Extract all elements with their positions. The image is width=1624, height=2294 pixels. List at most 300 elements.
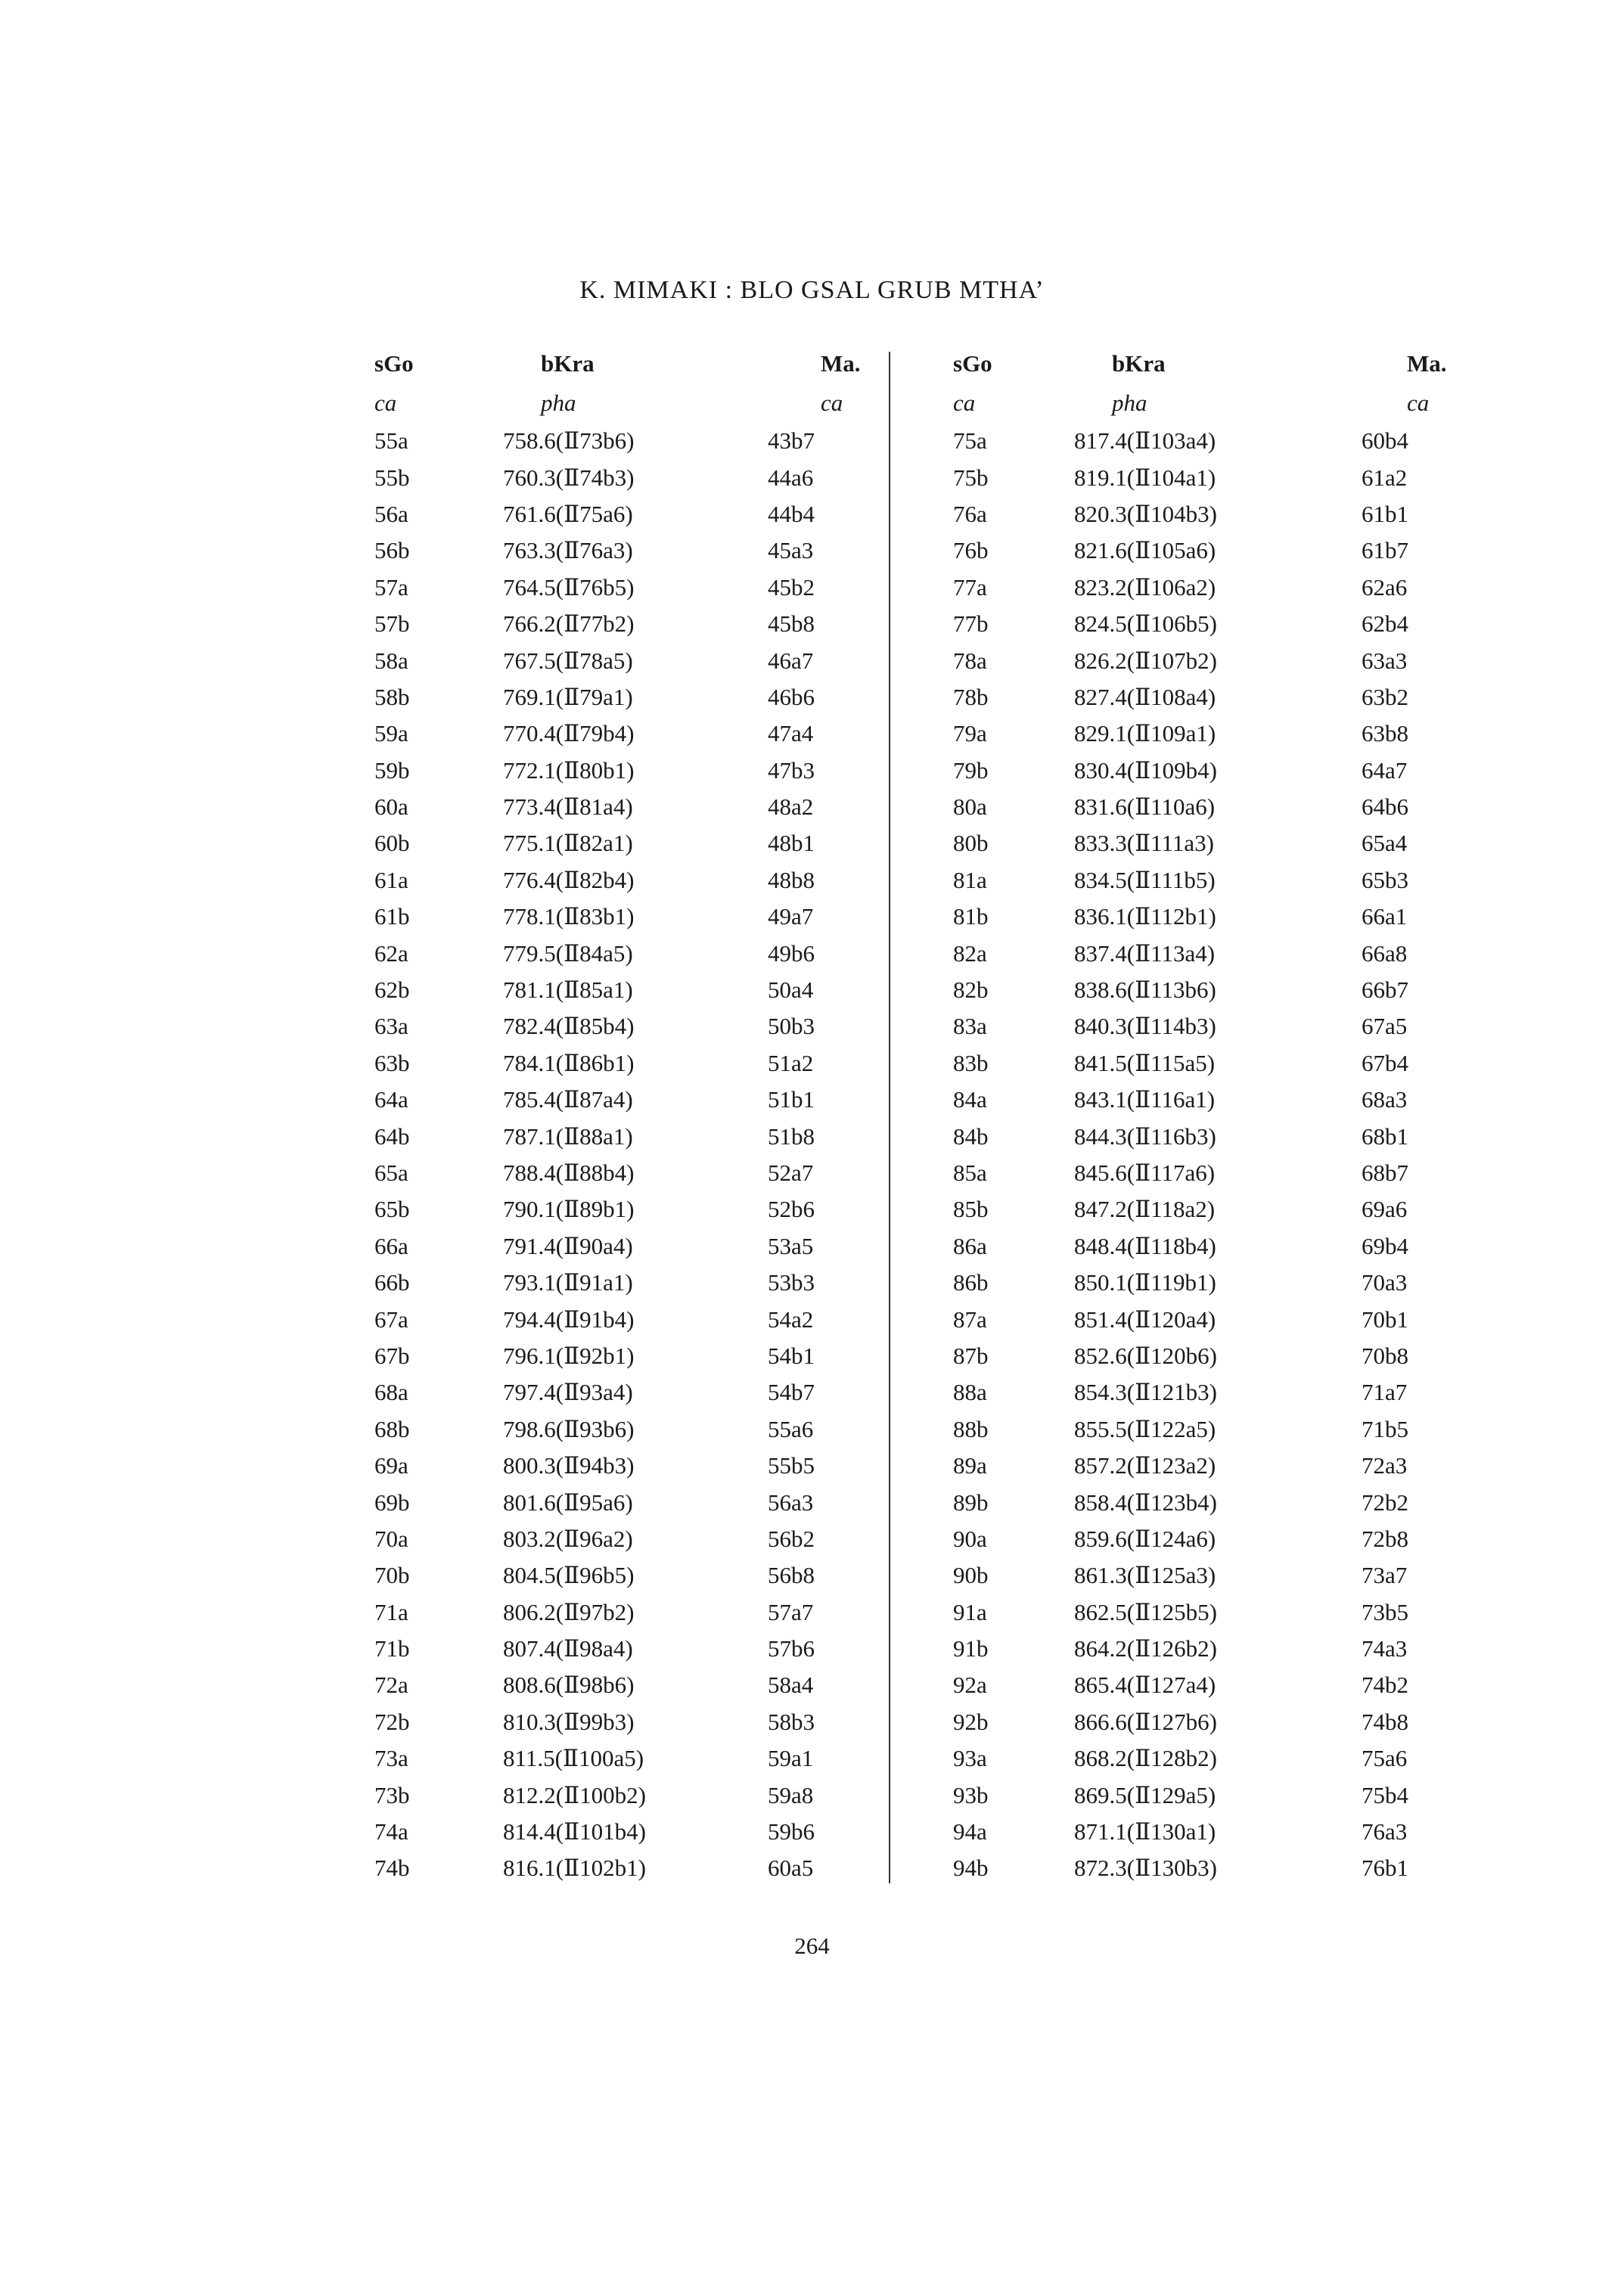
table-row bbox=[949, 1411, 1513, 1448]
ma-cell: 51b1 bbox=[768, 1086, 815, 1113]
subheader-ma: ca bbox=[1407, 390, 1430, 416]
table-row bbox=[371, 1448, 927, 1484]
sgo-cell: 57b bbox=[374, 610, 410, 638]
ma-cell: 57a7 bbox=[768, 1598, 814, 1625]
sgo-cell: 61b bbox=[374, 903, 410, 930]
table-row bbox=[949, 1191, 1513, 1228]
bkra-cell: 855.5(Ⅱ122a5) bbox=[1074, 1415, 1216, 1442]
sgo-cell: 70a bbox=[374, 1525, 408, 1552]
ma-cell: 60b4 bbox=[1362, 427, 1408, 455]
table-row bbox=[371, 1374, 927, 1411]
sgo-cell: 75a bbox=[953, 427, 987, 455]
sgo-cell: 84b bbox=[953, 1122, 989, 1150]
ma-cell: 75a6 bbox=[1362, 1745, 1408, 1772]
sgo-cell: 59b bbox=[374, 756, 410, 784]
bkra-cell: 852.6(Ⅱ120b6) bbox=[1074, 1342, 1217, 1369]
sgo-cell: 73b bbox=[374, 1781, 410, 1808]
ma-cell: 73a7 bbox=[1362, 1562, 1408, 1589]
table-row bbox=[371, 825, 927, 861]
ma-cell: 58a4 bbox=[768, 1672, 814, 1699]
bkra-cell: 793.1(Ⅱ91a1) bbox=[503, 1269, 633, 1296]
table-row bbox=[949, 789, 1513, 825]
sgo-cell: 87a bbox=[953, 1305, 987, 1333]
bkra-cell: 770.4(Ⅱ79b4) bbox=[503, 720, 635, 747]
ma-cell: 52a7 bbox=[768, 1159, 814, 1186]
bkra-cell: 826.2(Ⅱ107b2) bbox=[1074, 647, 1217, 674]
bkra-cell: 779.5(Ⅱ84a5) bbox=[503, 939, 633, 967]
table-row bbox=[371, 1082, 927, 1118]
ma-cell: 70a3 bbox=[1362, 1269, 1408, 1296]
table-row bbox=[949, 1521, 1513, 1557]
sgo-cell: 92a bbox=[953, 1672, 987, 1699]
sgo-cell: 71a bbox=[374, 1598, 408, 1625]
sgo-cell: 93b bbox=[953, 1781, 989, 1808]
bkra-cell: 838.6(Ⅱ113b6) bbox=[1074, 976, 1216, 1004]
ma-cell: 47a4 bbox=[768, 720, 814, 747]
bkra-cell: 821.6(Ⅱ105a6) bbox=[1074, 537, 1216, 564]
table-row bbox=[949, 825, 1513, 861]
sgo-cell: 68b bbox=[374, 1415, 410, 1442]
bkra-cell: 848.4(Ⅱ118b4) bbox=[1074, 1232, 1216, 1259]
sgo-cell: 84a bbox=[953, 1086, 987, 1113]
table-row bbox=[371, 972, 927, 1008]
ma-cell: 46b6 bbox=[768, 683, 815, 710]
sgo-cell: 76a bbox=[953, 500, 987, 527]
table-row bbox=[371, 1191, 927, 1228]
sgo-cell: 80a bbox=[953, 793, 987, 821]
bkra-cell: 812.2(Ⅱ100b2) bbox=[503, 1781, 646, 1808]
ma-cell: 45b2 bbox=[768, 573, 815, 601]
ma-cell: 68a3 bbox=[1362, 1086, 1408, 1113]
sgo-cell: 81b bbox=[953, 903, 989, 930]
table-row bbox=[949, 642, 1513, 678]
table-row bbox=[371, 1594, 927, 1631]
table-row bbox=[371, 1521, 927, 1557]
bkra-cell: 843.1(Ⅱ116a1) bbox=[1074, 1086, 1216, 1113]
table-row bbox=[949, 1374, 1513, 1411]
table-row bbox=[371, 1265, 927, 1301]
ma-cell: 69a6 bbox=[1362, 1196, 1408, 1223]
ma-cell: 71b5 bbox=[1362, 1415, 1408, 1442]
ma-cell: 70b1 bbox=[1362, 1305, 1408, 1333]
sgo-cell: 73a bbox=[374, 1745, 408, 1772]
bkra-cell: 804.5(Ⅱ96b5) bbox=[503, 1562, 635, 1589]
ma-cell: 52b6 bbox=[768, 1196, 815, 1223]
bkra-cell: 845.6(Ⅱ117a6) bbox=[1074, 1159, 1216, 1186]
sgo-cell: 67a bbox=[374, 1305, 408, 1333]
sgo-cell: 55a bbox=[374, 427, 408, 455]
ma-cell: 68b1 bbox=[1362, 1122, 1408, 1150]
bkra-cell: 763.3(Ⅱ76a3) bbox=[503, 537, 633, 564]
table-row bbox=[949, 1631, 1513, 1667]
header-bkra: bKra bbox=[541, 350, 595, 377]
table-row bbox=[371, 642, 927, 678]
bkra-cell: 797.4(Ⅱ93a4) bbox=[503, 1379, 633, 1406]
table-row bbox=[949, 1338, 1513, 1374]
sgo-cell: 70b bbox=[374, 1562, 410, 1589]
bkra-cell: 827.4(Ⅱ108a4) bbox=[1074, 683, 1216, 710]
ma-cell: 74b2 bbox=[1362, 1672, 1408, 1699]
ma-cell: 53a5 bbox=[768, 1232, 814, 1259]
sgo-cell: 94b bbox=[953, 1855, 989, 1882]
ma-cell: 45b8 bbox=[768, 610, 815, 638]
ma-cell: 63b8 bbox=[1362, 720, 1408, 747]
column-header-row bbox=[949, 344, 1513, 383]
bkra-cell: 807.4(Ⅱ98a4) bbox=[503, 1635, 633, 1662]
bkra-cell: 810.3(Ⅱ99b3) bbox=[503, 1708, 635, 1735]
bkra-cell: 785.4(Ⅱ87a4) bbox=[503, 1086, 633, 1113]
bkra-cell: 760.3(Ⅱ74b3) bbox=[503, 464, 635, 491]
bkra-cell: 823.2(Ⅱ106a2) bbox=[1074, 573, 1216, 601]
sgo-cell: 94a bbox=[953, 1818, 987, 1845]
sgo-cell: 80b bbox=[953, 830, 989, 857]
bkra-cell: 769.1(Ⅱ79a1) bbox=[503, 683, 633, 710]
sgo-cell: 69b bbox=[374, 1488, 410, 1516]
header-sgo: sGo bbox=[953, 350, 992, 377]
table-row bbox=[949, 1448, 1513, 1484]
sgo-cell: 87b bbox=[953, 1342, 989, 1369]
ma-cell: 56b2 bbox=[768, 1525, 815, 1552]
bkra-cell: 796.1(Ⅱ92b1) bbox=[503, 1342, 635, 1369]
column-divider bbox=[889, 352, 890, 1883]
ma-cell: 67b4 bbox=[1362, 1049, 1408, 1076]
ma-cell: 60a5 bbox=[768, 1855, 814, 1882]
bkra-cell: 864.2(Ⅱ126b2) bbox=[1074, 1635, 1217, 1662]
sgo-cell: 62b bbox=[374, 976, 410, 1004]
ma-cell: 49a7 bbox=[768, 903, 814, 930]
ma-cell: 51a2 bbox=[768, 1049, 814, 1076]
bkra-cell: 862.5(Ⅱ125b5) bbox=[1074, 1598, 1217, 1625]
table-row bbox=[949, 862, 1513, 899]
column-subheader-row bbox=[371, 383, 927, 423]
table-row bbox=[371, 1704, 927, 1740]
sgo-cell: 63b bbox=[374, 1049, 410, 1076]
bkra-cell: 851.4(Ⅱ120a4) bbox=[1074, 1305, 1216, 1333]
bkra-cell: 869.5(Ⅱ129a5) bbox=[1074, 1781, 1216, 1808]
bkra-cell: 837.4(Ⅱ113a4) bbox=[1074, 939, 1216, 967]
ma-cell: 62b4 bbox=[1362, 610, 1408, 638]
bkra-cell: 834.5(Ⅱ111b5) bbox=[1074, 866, 1216, 893]
sgo-cell: 64b bbox=[374, 1122, 410, 1150]
sgo-cell: 59a bbox=[374, 720, 408, 747]
ma-cell: 72b8 bbox=[1362, 1525, 1408, 1552]
ma-cell: 72a3 bbox=[1362, 1452, 1408, 1479]
table-row bbox=[949, 1082, 1513, 1118]
table-row bbox=[371, 789, 927, 825]
table-row bbox=[371, 1850, 927, 1886]
table-row bbox=[949, 753, 1513, 789]
bkra-cell: 833.3(Ⅱ111a3) bbox=[1074, 830, 1214, 857]
sgo-cell: 76b bbox=[953, 537, 989, 564]
table-row bbox=[371, 1301, 927, 1337]
bkra-cell: 865.4(Ⅱ127a4) bbox=[1074, 1672, 1216, 1699]
sgo-cell: 71b bbox=[374, 1635, 410, 1662]
table-row bbox=[371, 1155, 927, 1191]
ma-cell: 67a5 bbox=[1362, 1013, 1408, 1040]
bkra-cell: 844.3(Ⅱ116b3) bbox=[1074, 1122, 1216, 1150]
subheader-ma: ca bbox=[821, 390, 843, 416]
bkra-cell: 761.6(Ⅱ75a6) bbox=[503, 500, 633, 527]
table-row bbox=[371, 1740, 927, 1777]
bkra-cell: 790.1(Ⅱ89b1) bbox=[503, 1196, 635, 1223]
ma-cell: 72b2 bbox=[1362, 1488, 1408, 1516]
bkra-cell: 841.5(Ⅱ115a5) bbox=[1074, 1049, 1216, 1076]
ma-cell: 55b5 bbox=[768, 1452, 815, 1479]
header-ma: Ma. bbox=[821, 350, 861, 377]
ma-cell: 53b3 bbox=[768, 1269, 815, 1296]
ma-cell: 54b1 bbox=[768, 1342, 815, 1369]
ma-cell: 65b3 bbox=[1362, 866, 1408, 893]
table-row bbox=[949, 1704, 1513, 1740]
sgo-cell: 66b bbox=[374, 1269, 410, 1296]
table-row bbox=[949, 1045, 1513, 1082]
sgo-cell: 78b bbox=[953, 683, 989, 710]
sgo-cell: 65a bbox=[374, 1159, 408, 1186]
table-row bbox=[949, 1155, 1513, 1191]
page-number: 264 bbox=[794, 1932, 830, 1959]
ma-cell: 49b6 bbox=[768, 939, 815, 967]
sgo-cell: 58a bbox=[374, 647, 408, 674]
table-row bbox=[949, 1667, 1513, 1703]
table-row bbox=[949, 679, 1513, 716]
ma-cell: 66a8 bbox=[1362, 939, 1408, 967]
table-row bbox=[371, 1557, 927, 1594]
ma-cell: 44a6 bbox=[768, 464, 814, 491]
bkra-cell: 872.3(Ⅱ130b3) bbox=[1074, 1855, 1217, 1882]
ma-cell: 76b1 bbox=[1362, 1855, 1408, 1882]
bkra-cell: 871.1(Ⅱ130a1) bbox=[1074, 1818, 1216, 1845]
sgo-cell: 66a bbox=[374, 1232, 408, 1259]
bkra-cell: 806.2(Ⅱ97b2) bbox=[503, 1598, 635, 1625]
ma-cell: 62a6 bbox=[1362, 573, 1408, 601]
table-row bbox=[371, 1228, 927, 1265]
table-row bbox=[949, 899, 1513, 935]
header-ma: Ma. bbox=[1407, 350, 1447, 377]
bkra-cell: 840.3(Ⅱ114b3) bbox=[1074, 1013, 1216, 1040]
sgo-cell: 90b bbox=[953, 1562, 989, 1589]
table-row bbox=[949, 423, 1513, 459]
table-row bbox=[949, 1265, 1513, 1301]
sgo-cell: 62a bbox=[374, 939, 408, 967]
table-row bbox=[949, 1118, 1513, 1154]
sgo-cell: 83a bbox=[953, 1013, 987, 1040]
table-row bbox=[371, 679, 927, 716]
bkra-cell: 758.6(Ⅱ73b6) bbox=[503, 427, 635, 455]
table-row bbox=[371, 532, 927, 569]
table-row bbox=[949, 1740, 1513, 1777]
bkra-cell: 764.5(Ⅱ76b5) bbox=[503, 573, 635, 601]
sgo-cell: 78a bbox=[953, 647, 987, 674]
sgo-cell: 93a bbox=[953, 1745, 987, 1772]
ma-cell: 74b8 bbox=[1362, 1708, 1408, 1735]
ma-cell: 63b2 bbox=[1362, 683, 1408, 710]
bkra-cell: 766.2(Ⅱ77b2) bbox=[503, 610, 635, 638]
sgo-cell: 89b bbox=[953, 1488, 989, 1516]
sgo-cell: 74b bbox=[374, 1855, 410, 1882]
bkra-cell: 836.1(Ⅱ112b1) bbox=[1074, 903, 1216, 930]
sgo-cell: 91a bbox=[953, 1598, 987, 1625]
bkra-cell: 831.6(Ⅱ110a6) bbox=[1074, 793, 1216, 821]
bkra-cell: 868.2(Ⅱ128b2) bbox=[1074, 1745, 1217, 1772]
ma-cell: 65a4 bbox=[1362, 830, 1408, 857]
sgo-cell: 82a bbox=[953, 939, 987, 967]
sgo-cell: 56a bbox=[374, 500, 408, 527]
table-row bbox=[371, 1008, 927, 1045]
table-left-half bbox=[371, 344, 927, 1887]
table-row bbox=[949, 1594, 1513, 1631]
table-body-right bbox=[949, 423, 1513, 1887]
table-row bbox=[949, 459, 1513, 495]
bkra-cell: 776.4(Ⅱ82b4) bbox=[503, 866, 635, 893]
ma-cell: 66b7 bbox=[1362, 976, 1408, 1004]
bkra-cell: 798.6(Ⅱ93b6) bbox=[503, 1415, 635, 1442]
ma-cell: 56b8 bbox=[768, 1562, 815, 1589]
ma-cell: 50b3 bbox=[768, 1013, 815, 1040]
bkra-cell: 794.4(Ⅱ91b4) bbox=[503, 1305, 635, 1333]
sgo-cell: 68a bbox=[374, 1379, 408, 1406]
ma-cell: 76a3 bbox=[1362, 1818, 1408, 1845]
table-row bbox=[371, 459, 927, 495]
ma-cell: 54a2 bbox=[768, 1305, 814, 1333]
sgo-cell: 85b bbox=[953, 1196, 989, 1223]
ma-cell: 45a3 bbox=[768, 537, 814, 564]
sgo-cell: 63a bbox=[374, 1013, 408, 1040]
table-row bbox=[371, 1484, 927, 1520]
sgo-cell: 65b bbox=[374, 1196, 410, 1223]
subheader-bkra: pha bbox=[1112, 390, 1147, 416]
ma-cell: 48b8 bbox=[768, 866, 815, 893]
ma-cell: 74a3 bbox=[1362, 1635, 1408, 1662]
bkra-cell: 773.4(Ⅱ81a4) bbox=[503, 793, 633, 821]
sgo-cell: 56b bbox=[374, 537, 410, 564]
subheader-bkra: pha bbox=[541, 390, 576, 416]
bkra-cell: 817.4(Ⅱ103a4) bbox=[1074, 427, 1216, 455]
sgo-cell: 85a bbox=[953, 1159, 987, 1186]
table-row bbox=[371, 423, 927, 459]
ma-cell: 59a1 bbox=[768, 1745, 814, 1772]
bkra-cell: 784.1(Ⅱ86b1) bbox=[503, 1049, 635, 1076]
ma-cell: 61b1 bbox=[1362, 500, 1408, 527]
sgo-cell: 58b bbox=[374, 683, 410, 710]
ma-cell: 75b4 bbox=[1362, 1781, 1408, 1808]
bkra-cell: 767.5(Ⅱ78a5) bbox=[503, 647, 633, 674]
ma-cell: 69b4 bbox=[1362, 1232, 1408, 1259]
bkra-cell: 820.3(Ⅱ104b3) bbox=[1074, 500, 1217, 527]
sgo-cell: 92b bbox=[953, 1708, 989, 1735]
sgo-cell: 72a bbox=[374, 1672, 408, 1699]
sgo-cell: 69a bbox=[374, 1452, 408, 1479]
bkra-cell: 816.1(Ⅱ102b1) bbox=[503, 1855, 646, 1882]
table-row bbox=[949, 935, 1513, 971]
table-row bbox=[949, 1850, 1513, 1886]
bkra-cell: 772.1(Ⅱ80b1) bbox=[503, 756, 635, 784]
table-row bbox=[949, 1777, 1513, 1813]
column-subheader-row bbox=[949, 383, 1513, 423]
bkra-cell: 775.1(Ⅱ82a1) bbox=[503, 830, 633, 857]
sgo-cell: 57a bbox=[374, 573, 408, 601]
ma-cell: 70b8 bbox=[1362, 1342, 1408, 1369]
table-row bbox=[371, 496, 927, 532]
bkra-cell: 847.2(Ⅱ118a2) bbox=[1074, 1196, 1216, 1223]
sgo-cell: 61a bbox=[374, 866, 408, 893]
bkra-cell: 791.4(Ⅱ90a4) bbox=[503, 1232, 633, 1259]
table-row bbox=[371, 1045, 927, 1082]
ma-cell: 68b7 bbox=[1362, 1159, 1408, 1186]
table-row bbox=[371, 716, 927, 752]
bkra-cell: 866.6(Ⅱ127b6) bbox=[1074, 1708, 1217, 1735]
table-row bbox=[371, 753, 927, 789]
sgo-cell: 75b bbox=[953, 464, 989, 491]
sgo-cell: 67b bbox=[374, 1342, 410, 1369]
sgo-cell: 77a bbox=[953, 573, 987, 601]
bkra-cell: 811.5(Ⅱ100a5) bbox=[503, 1745, 644, 1772]
ma-cell: 48b1 bbox=[768, 830, 815, 857]
bkra-cell: 830.4(Ⅱ109b4) bbox=[1074, 756, 1217, 784]
table-row bbox=[371, 1411, 927, 1448]
table-right-half bbox=[949, 344, 1513, 1887]
ma-cell: 43b7 bbox=[768, 427, 815, 455]
ma-cell: 50a4 bbox=[768, 976, 814, 1004]
table-body-left bbox=[371, 423, 927, 1887]
table-row bbox=[949, 1484, 1513, 1520]
ma-cell: 59b6 bbox=[768, 1818, 815, 1845]
sgo-cell: 60b bbox=[374, 830, 410, 857]
table-row bbox=[371, 1631, 927, 1667]
bkra-cell: 819.1(Ⅱ104a1) bbox=[1074, 464, 1216, 491]
ma-cell: 59a8 bbox=[768, 1781, 814, 1808]
ma-cell: 73b5 bbox=[1362, 1598, 1408, 1625]
ma-cell: 44b4 bbox=[768, 500, 815, 527]
ma-cell: 64a7 bbox=[1362, 756, 1408, 784]
table-row bbox=[371, 935, 927, 971]
table-row bbox=[371, 1777, 927, 1813]
sgo-cell: 60a bbox=[374, 793, 408, 821]
table-row bbox=[949, 496, 1513, 532]
sgo-cell: 79b bbox=[953, 756, 989, 784]
running-head: K. MIMAKI : BLO GSAL GRUB MTHA’ bbox=[579, 276, 1045, 304]
table-row bbox=[371, 862, 927, 899]
sgo-cell: 88b bbox=[953, 1415, 989, 1442]
sgo-cell: 81a bbox=[953, 866, 987, 893]
table-row bbox=[949, 1008, 1513, 1045]
ma-cell: 47b3 bbox=[768, 756, 815, 784]
table-row bbox=[371, 606, 927, 642]
ma-cell: 57b6 bbox=[768, 1635, 815, 1662]
table-row bbox=[949, 1814, 1513, 1850]
sgo-cell: 82b bbox=[953, 976, 989, 1004]
table-row bbox=[371, 899, 927, 935]
table-row bbox=[949, 1301, 1513, 1337]
ma-cell: 55a6 bbox=[768, 1415, 814, 1442]
bkra-cell: 824.5(Ⅱ106b5) bbox=[1074, 610, 1217, 638]
table-row bbox=[371, 1118, 927, 1154]
sgo-cell: 64a bbox=[374, 1086, 408, 1113]
bkra-cell: 808.6(Ⅱ98b6) bbox=[503, 1672, 635, 1699]
header-bkra: bKra bbox=[1112, 350, 1166, 377]
table-row bbox=[949, 570, 1513, 606]
subheader-sgo: ca bbox=[953, 390, 976, 416]
sgo-cell: 86b bbox=[953, 1269, 989, 1296]
bkra-cell: 788.4(Ⅱ88b4) bbox=[503, 1159, 635, 1186]
ma-cell: 56a3 bbox=[768, 1488, 814, 1516]
table-row bbox=[371, 1338, 927, 1374]
bkra-cell: 829.1(Ⅱ109a1) bbox=[1074, 720, 1216, 747]
ma-cell: 61b7 bbox=[1362, 537, 1408, 564]
table-row bbox=[371, 1814, 927, 1850]
ma-cell: 48a2 bbox=[768, 793, 814, 821]
ma-cell: 66a1 bbox=[1362, 903, 1408, 930]
bkra-cell: 859.6(Ⅱ124a6) bbox=[1074, 1525, 1216, 1552]
